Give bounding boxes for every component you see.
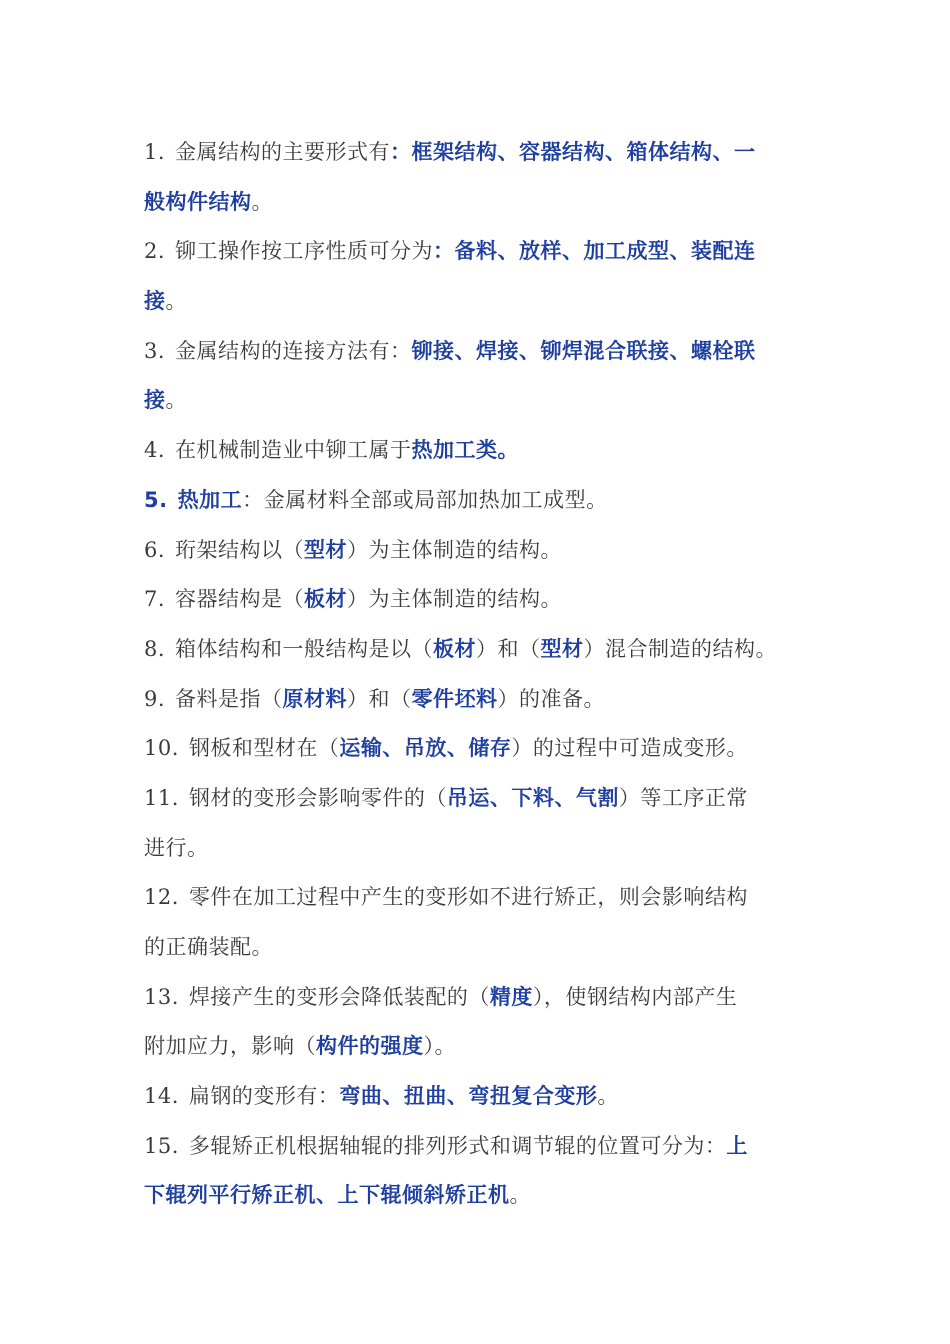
question-text: ）为主体制造的结构。 [347, 587, 563, 612]
question-text: 钢材的变形会影响零件的（ [188, 785, 447, 810]
question-text: 钢板和型材在（ [188, 736, 340, 761]
answer-text: 热加工 [177, 487, 243, 512]
question-text: 备料是指（ [175, 686, 283, 711]
list-item [144, 675, 824, 725]
list-item [144, 128, 824, 178]
answer-text: 接 [144, 289, 166, 314]
answer-text: 上 [726, 1133, 748, 1158]
answer-text: 板材 [433, 636, 477, 661]
item-number: 12. [144, 885, 179, 910]
list-item [144, 426, 824, 476]
list-item-continuation [144, 923, 824, 973]
list-item-continuation [144, 1171, 824, 1221]
answer-text: 运输、吊放、储存 [339, 736, 512, 761]
question-text: ）和（ [476, 636, 541, 661]
list-item [144, 227, 824, 277]
item-number: 9. [144, 686, 166, 711]
question-text: 零件在加工过程中产生的变形如不进行矫正，则会影响结构 [188, 885, 748, 910]
item-number: 14. [144, 1084, 179, 1109]
list-item-continuation [144, 824, 824, 874]
item-number: 15. [144, 1133, 179, 1158]
item-number: 5. [144, 487, 168, 512]
answer-text: 般构件结构 [144, 189, 252, 214]
question-text: 附加应力，影响（ [144, 1034, 316, 1059]
item-number: 10. [144, 736, 179, 761]
list-item [144, 625, 824, 675]
question-text: 焊接产生的变形会降低装配的（ [188, 984, 490, 1009]
item-number: 11. [144, 785, 179, 810]
list-item [144, 526, 824, 576]
answer-text: 铆接、焊接、铆焊混合联接、螺栓联 [411, 338, 756, 363]
question-text: ），使钢结构内部产生 [532, 984, 738, 1009]
question-text: 珩架结构以（ [175, 537, 305, 562]
answer-text: 零件坯料 [411, 686, 498, 711]
question-text: ）。 [423, 1034, 456, 1059]
question-text: 容器结构是（ [175, 587, 305, 612]
answer-text: 原材料 [282, 686, 348, 711]
question-list [144, 128, 824, 1221]
answer-text: 板材 [304, 587, 348, 612]
list-item-continuation [144, 376, 824, 426]
answer-text: ：框架结构、容器结构、箱体结构、一 [390, 140, 756, 164]
question-text: 多辊矫正机根据轴辊的排列形式和调节辊的位置可分为： [188, 1133, 727, 1158]
list-item [144, 575, 824, 625]
question-text: 铆工操作按工序性质可分为 [175, 239, 434, 264]
question-text: ）和（ [347, 686, 412, 711]
answer-text: 型材 [540, 636, 584, 661]
item-number: 6. [144, 537, 166, 562]
item-number: 7. [144, 587, 166, 612]
answer-text: 弯曲、扭曲、弯扭复合变形 [339, 1084, 598, 1109]
answer-text: 精度 [489, 984, 533, 1009]
question-text: 金属结构的连接方法有： [175, 338, 412, 363]
answer-text: 下辊列平行矫正机、上下辊倾斜矫正机 [144, 1183, 510, 1208]
question-text: ）的准备。 [497, 686, 606, 711]
question-text: 。 [509, 1183, 531, 1208]
list-item-continuation [144, 1022, 824, 1072]
item-number: 1. [144, 140, 166, 164]
question-text: 。 [165, 388, 187, 413]
answer-text: 接 [144, 388, 166, 413]
list-item-continuation [144, 178, 824, 228]
answer-text: 构件的强度 [316, 1034, 424, 1059]
list-item [144, 973, 824, 1023]
item-number: 2. [144, 239, 166, 264]
answer-text: 热加工类。 [411, 438, 520, 463]
answer-text: 吊运、下料、气割 [446, 785, 619, 810]
list-item [144, 873, 824, 923]
question-text: 进行。 [144, 835, 209, 860]
question-text: ）的过程中可造成变形。 [511, 736, 748, 761]
item-number: 8. [144, 636, 166, 661]
question-text: 。 [165, 289, 187, 314]
question-text: 在机械制造业中铆工属于 [175, 438, 412, 463]
answer-text: 型材 [304, 537, 348, 562]
question-text: 扁钢的变形有： [188, 1084, 340, 1109]
question-text: ：金属材料全部或局部加热加工成型。 [242, 487, 608, 512]
item-number: 3. [144, 338, 166, 363]
question-text: 。 [597, 1084, 619, 1109]
question-text: 。 [251, 189, 273, 214]
item-number: 4. [144, 438, 166, 463]
question-text: ）等工序正常 [618, 785, 748, 810]
question-text: 箱体结构和一般结构是以（ [175, 636, 434, 661]
list-item [144, 1072, 824, 1122]
list-item [144, 1122, 824, 1172]
list-item-continuation [144, 277, 824, 327]
question-text: 金属结构的主要形式有 [175, 140, 391, 164]
question-text: ）为主体制造的结构。 [347, 537, 563, 562]
item-number: 13. [144, 984, 179, 1009]
list-item [144, 327, 824, 377]
question-text: 的正确装配。 [144, 935, 273, 959]
question-text: ）混合制造的结构。 [583, 636, 778, 661]
answer-text: ：备料、放样、加工成型、装配连 [433, 239, 756, 264]
list-item [144, 774, 824, 824]
list-item [144, 476, 824, 526]
list-item [144, 724, 824, 774]
